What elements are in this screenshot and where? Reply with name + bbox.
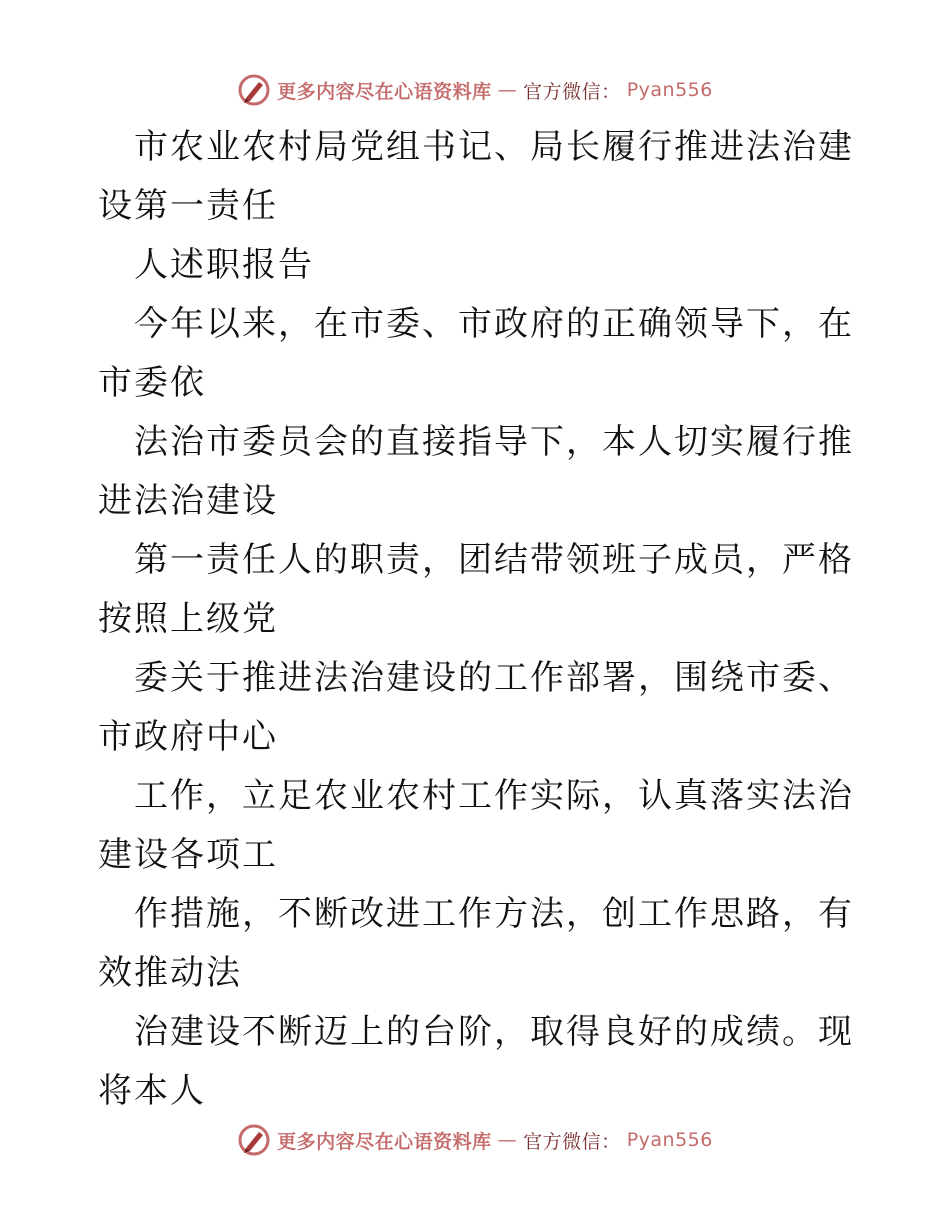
paragraph-6: 委关于推进法治建设的工作部署，围绕市委、市政府中心 (98, 658, 854, 757)
watermark-main-text: 更多内容尽在心语资料库 (277, 80, 492, 103)
watermark-wechat-label: 官方微信： (523, 1130, 621, 1153)
paragraph-9: 治建设不断迈上的台阶，取得良好的成绩。现将本人 (98, 1012, 854, 1111)
watermark-wechat-label: 官方微信： (523, 80, 621, 103)
document-body (98, 118, 858, 1121)
watermark-dash: — (497, 79, 518, 101)
paragraph-1: 市农业农村局党组书记、局长履行推进法治建设第一责任 (98, 127, 854, 226)
paragraph-3: 今年以来，在市委、市政府的正确领导下，在市委依 (98, 304, 854, 403)
paragraph-5: 第一责任人的职责，团结带领班子成员，严格按照上级党 (98, 540, 854, 639)
watermark-dash: — (497, 1129, 518, 1151)
paragraph-8: 作措施，不断改进工作方法，创工作思路，有效推动法 (98, 894, 854, 993)
watermark-footer (0, 1120, 950, 1160)
pen-logo-icon (237, 1123, 271, 1157)
watermark-wechat-id: Pyan556 (626, 79, 713, 101)
paragraph-7: 工作，立足农业农村工作实际，认真落实法治建设各项工 (98, 776, 854, 875)
watermark-main-text: 更多内容尽在心语资料库 (277, 1130, 492, 1153)
paragraph-4: 法治市委员会的直接指导下，本人切实履行推进法治建设 (98, 422, 854, 521)
watermark-header (0, 70, 950, 110)
watermark-wechat-id: Pyan556 (626, 1129, 713, 1151)
paragraph-2: 人述职报告 (134, 245, 314, 285)
pen-logo-icon (237, 73, 271, 107)
